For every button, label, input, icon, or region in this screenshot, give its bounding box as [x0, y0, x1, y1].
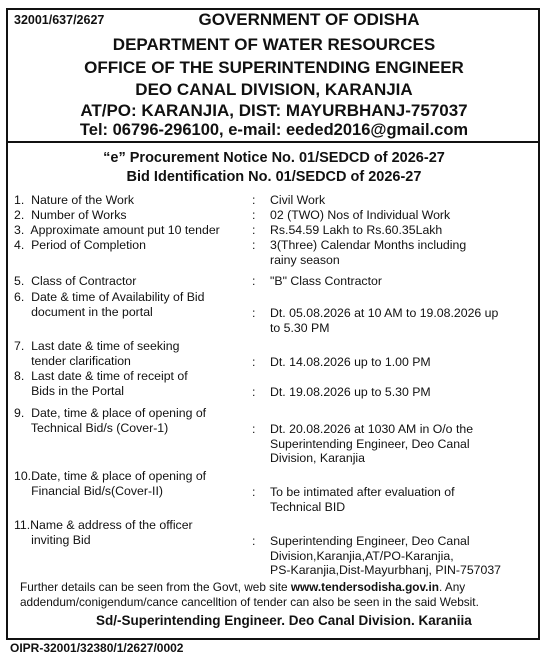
heading-government: GOVERNMENT OF ODISHA: [198, 10, 420, 29]
item-label-line: 1. Nature of the Work: [14, 193, 135, 207]
item-label: [14, 406, 206, 435]
item-value-line: Civil Work: [270, 193, 326, 207]
item-value: [270, 355, 431, 370]
item-label-line: tender clarification: [14, 353, 131, 368]
item-label-line: 7. Last date & time of seeking: [14, 339, 180, 353]
item-value: [270, 485, 455, 514]
oipr-number: OIPR-32001/32380/1/2627/0002: [10, 641, 184, 655]
item-label-line: 3. Approximate amount put 10 tender: [14, 223, 220, 237]
further-details-text: Further details can be seen from the Govt, web site: [20, 580, 291, 594]
item-value-line: Division, Karanjia: [270, 451, 366, 466]
signature-line: Sd/-Superintending Engineer. Deo Canal Division. Karaniia: [96, 613, 472, 628]
item-value-line: Dt. 14.08.2026 up to 1.00 PM: [270, 355, 431, 369]
item-value: [270, 385, 431, 400]
item-value-line: Technical BID: [270, 499, 346, 514]
item-label-line: 11.Name & address of the officer: [14, 518, 193, 532]
tender-website-link[interactable]: www.tendersodisha.gov.in: [290, 580, 439, 594]
item-value-line: Superintending Engineer, Deo Canal: [270, 436, 470, 451]
item-colon: :: [252, 208, 256, 222]
item-label-line: inviting Bid: [14, 532, 91, 547]
item-value-line: PS-Karanjia,Dist-Mayurbhanj, PIN-757037: [270, 563, 502, 578]
item-value: [270, 238, 466, 267]
item-label-line: 10.Date, time & place of opening of: [14, 469, 207, 483]
item-colon: :: [252, 238, 256, 252]
item-label-line: Bids in the Portal: [14, 383, 125, 398]
further-details-line1: [20, 580, 465, 594]
item-value-line: 02 (TWO) Nos of Individual Work: [270, 208, 451, 222]
item-label: [14, 369, 188, 398]
item-label: [14, 290, 204, 319]
heading-address: AT/PO: KARANJIA, DIST: MAYURBHANJ-757037: [80, 101, 468, 120]
procurement-notice-title: “e” Procurement Notice No. 01/SEDCD of 2026-27: [103, 150, 445, 166]
item-colon: :: [252, 223, 256, 237]
item-label-line: 8. Last date & time of receipt of: [14, 369, 188, 383]
item-value-line: rainy season: [270, 252, 340, 267]
item-label-line: 6. Date & time of Availability of Bid: [14, 290, 205, 304]
reference-number: 32001/637/2627: [14, 13, 105, 27]
item-colon: :: [252, 306, 256, 320]
item-label: [14, 469, 206, 498]
further-details-tail: . Any: [438, 580, 466, 594]
item-label-line: document in the portal: [14, 304, 153, 319]
item-value-line: Dt. 05.08.2026 at 10 AM to 19.08.2026 up: [270, 306, 499, 320]
item-label-line: Financial Bid/s(Cover-II): [14, 483, 163, 498]
header-divider: [6, 141, 540, 143]
item-value-line: Superintending Engineer, Deo Canal: [270, 534, 470, 548]
further-details-line2: addendum/conigendum/cance cancelltion of tender can also be seen in the said Websit.: [20, 595, 479, 609]
item-value-line: To be intimated after evaluation of: [270, 485, 455, 499]
item-value: [270, 223, 442, 238]
bid-identification: Bid Identification No. 01/SEDCD of 2026-27: [126, 169, 422, 185]
item-colon: :: [252, 534, 256, 548]
item-label: [14, 238, 146, 253]
item-colon: :: [252, 274, 256, 288]
item-label-line: 4. Period of Completion: [14, 238, 146, 252]
heading-division: DEO CANAL DIVISION, KARANJIA: [135, 80, 413, 99]
item-value: [270, 208, 450, 223]
heading-department: DEPARTMENT OF WATER RESOURCES: [112, 35, 436, 54]
item-value: [270, 193, 325, 208]
item-colon: :: [252, 485, 256, 499]
item-value-line: 3(Three) Calendar Months including: [270, 238, 467, 252]
item-value: [270, 306, 498, 335]
item-label-line: 2. Number of Works: [14, 208, 127, 222]
item-value-line: Dt. 19.08.2026 up to 5.30 PM: [270, 385, 431, 399]
item-value: [270, 534, 501, 578]
item-colon: :: [252, 385, 256, 399]
item-label: [14, 518, 193, 547]
item-label: [14, 274, 136, 289]
item-value-line: Rs.54.59 Lakh to Rs.60.35Lakh: [270, 223, 443, 237]
item-value-line: Division,Karanjia,AT/PO-Karanjia,: [270, 548, 454, 563]
item-label: [14, 208, 127, 223]
item-label: [14, 223, 220, 238]
heading-contact: Tel: 06796-296100, e-mail: eeded2016@gmail.com: [79, 121, 469, 139]
item-value-line: Dt. 20.08.2026 at 1030 AM in O/o the: [270, 422, 474, 436]
item-colon: :: [252, 355, 256, 369]
heading-office: OFFICE OF THE SUPERINTENDING ENGINEER: [84, 58, 464, 77]
item-label: [14, 339, 179, 368]
item-label: [14, 193, 134, 208]
item-value: [270, 422, 473, 466]
item-value: [270, 274, 382, 289]
item-colon: :: [252, 193, 256, 207]
item-label-line: 9. Date, time & place of opening of: [14, 406, 207, 420]
item-label-line: Technical Bid/s (Cover-1): [14, 420, 169, 435]
item-label-line: 5. Class of Contractor: [14, 274, 137, 288]
item-value-line: to 5.30 PM: [270, 320, 330, 335]
item-value-line: "B" Class Contractor: [270, 274, 382, 288]
item-colon: :: [252, 422, 256, 436]
